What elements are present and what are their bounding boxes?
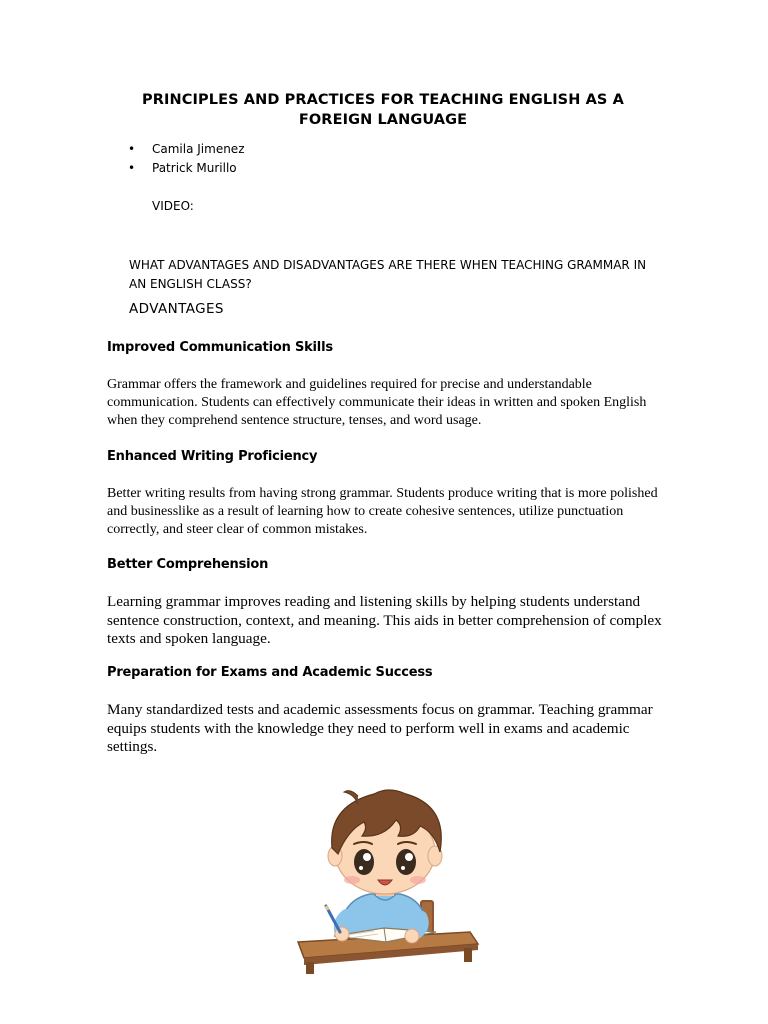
document-title: PRINCIPLES AND PRACTICES FOR TEACHING ENGLISH AS A FOREIGN LANGUAGE	[142, 92, 624, 128]
author-list	[126, 140, 245, 178]
author-item	[126, 159, 245, 178]
author-name: Camila Jimenez	[152, 142, 245, 156]
section-heading: Preparation for Exams and Academic Success	[107, 665, 433, 680]
hand-right	[405, 929, 419, 943]
section-body: Better writing results from having strong grammar. Students produce writing that is more polished and businesslike as a result of learning how to create cohesive sentences, utilize punctuation correctly, and steer clear of common mistakes.	[107, 486, 658, 537]
advantages-label: ADVANTAGES	[129, 301, 224, 317]
video-label: VIDEO:	[152, 199, 194, 213]
section-heading: Improved Communication Skills	[107, 340, 333, 355]
question-text: WHAT ADVANTAGES AND DISADVANTAGES ARE THERE WHEN TEACHING GRAMMAR IN AN ENGLISH CLASS?	[129, 258, 647, 291]
section-heading: Enhanced Writing Proficiency	[107, 449, 318, 464]
section-heading: Better Comprehension	[107, 557, 269, 572]
bullet-icon: •	[128, 161, 136, 175]
eye-right	[396, 849, 416, 875]
author-item	[126, 140, 245, 159]
section-body: Learning grammar improves reading and listening skills by helping students understand sentence construction, context, and meaning. This aids in better comprehension of complex texts and spoken language.	[107, 593, 662, 647]
boy-studying-illustration	[288, 782, 484, 976]
bullet-icon: •	[128, 142, 136, 156]
section-body: Grammar offers the framework and guidelines required for precise and understandable communication. Students can effectively communicate their ideas in written and spoken English when they comprehend sentence structure, tenses, and word usage.	[107, 377, 647, 428]
eye-left	[354, 849, 374, 875]
section-body: Many standardized tests and academic assessments focus on grammar. Teaching grammar equips students with the knowledge they need to perform well in exams and academic settings.	[107, 701, 653, 755]
author-name: Patrick Murillo	[152, 161, 237, 175]
